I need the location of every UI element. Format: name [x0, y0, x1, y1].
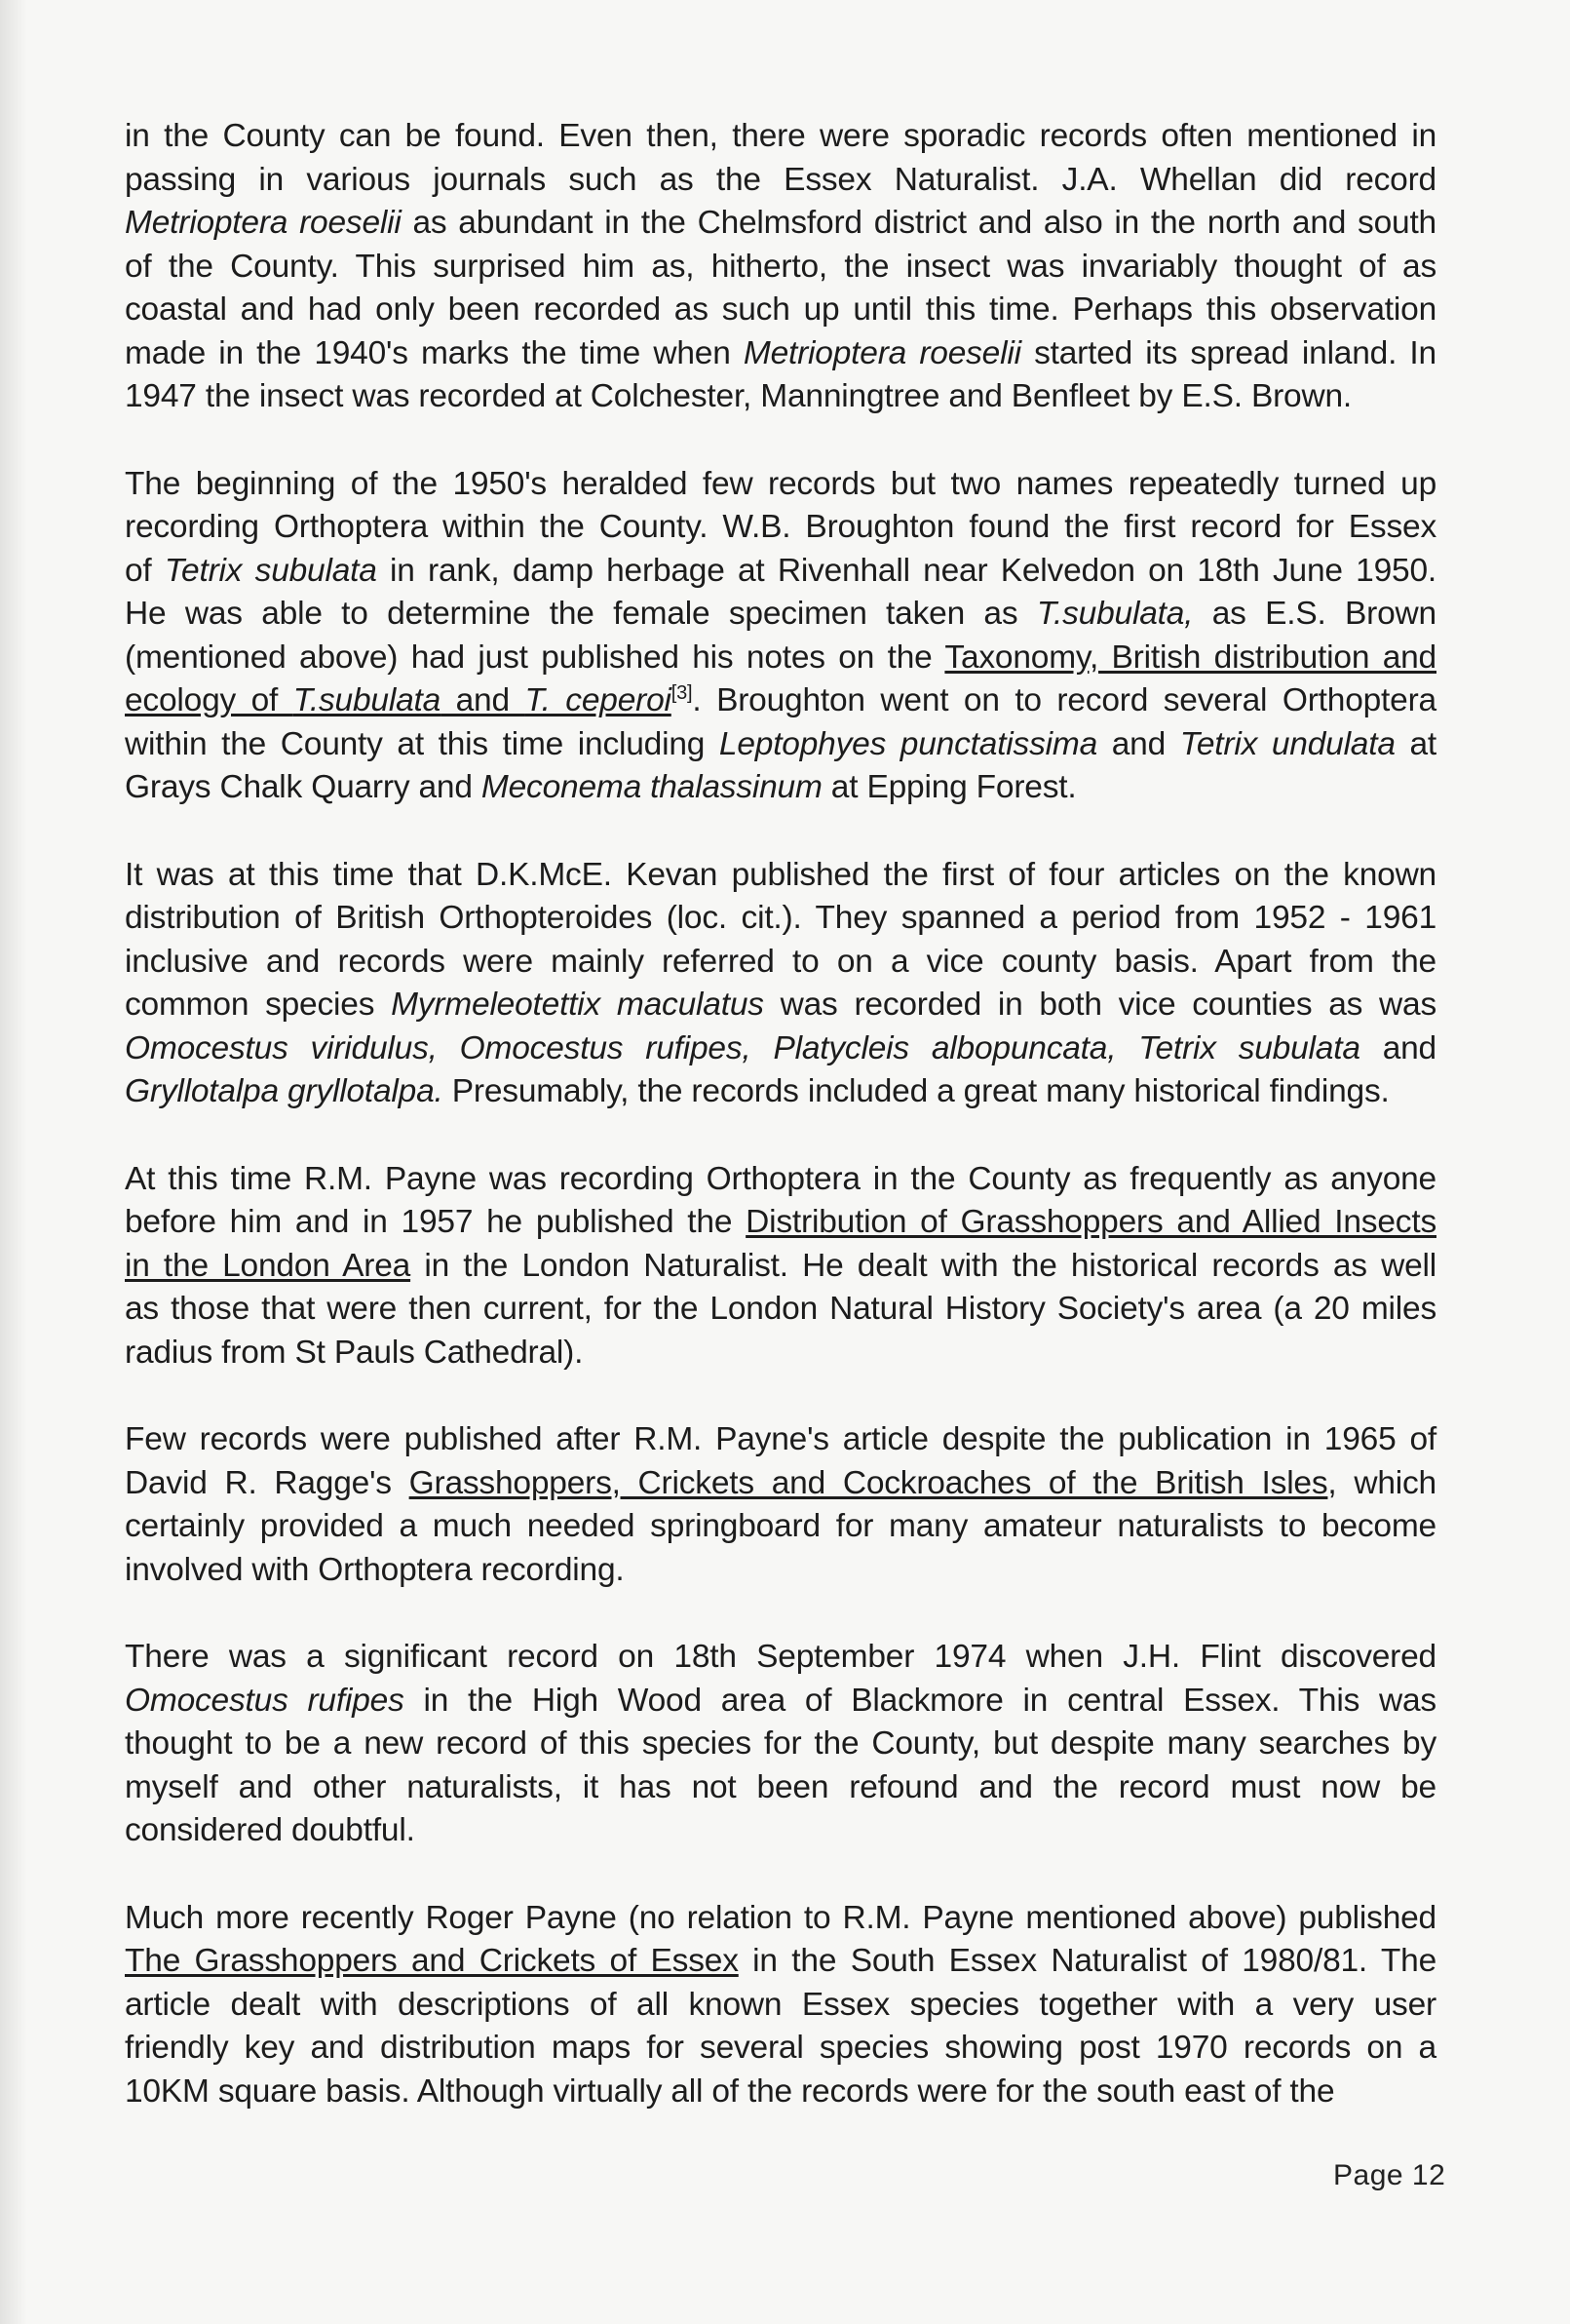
text-run: article dealt with descriptions of all known Essex species together with a very user — [125, 1986, 1436, 2023]
text-line — [125, 115, 1436, 159]
text-run: myself and other naturalists, it has not been refound and the record must now be — [125, 1768, 1436, 1805]
species-name: Tetrix undulata — [1179, 725, 1396, 762]
text-run: It was at this time that D.K.McE. Kevan published the first of four articles on the known — [125, 856, 1436, 893]
text-run: in the London Naturalist. He dealt with the historical records as well — [410, 1247, 1436, 1284]
text-run: coastal and had only been recorded as such up until this time. Perhaps this observation — [125, 291, 1436, 328]
text-line — [125, 1636, 1436, 1680]
text-run: radius from St Pauls Cathedral). — [125, 1334, 584, 1371]
species-name: Metrioptera roeselii — [743, 334, 1021, 371]
paragraph — [125, 115, 1436, 419]
text-run: , which — [1327, 1464, 1436, 1501]
text-line — [125, 854, 1436, 898]
title-reference: T.subulata — [292, 682, 441, 718]
text-run: considered doubtful. — [125, 1812, 415, 1848]
text-run: in the High Wood area of Blackmore in central Essex. This was — [403, 1682, 1436, 1719]
text-run: within the County at this time including — [125, 725, 719, 762]
text-run: as those that were then current, for the London Natural History Society's area (a 20 miles — [125, 1291, 1436, 1327]
text-run: at — [1395, 725, 1436, 762]
text-line — [125, 1245, 1436, 1289]
page-edge-shadow — [0, 0, 27, 2324]
text-line — [125, 1288, 1436, 1332]
species-name: Leptophyes punctatissima — [718, 725, 1098, 762]
text-run: inclusive and records were mainly referred to on a vice county basis. Apart from the — [125, 943, 1436, 980]
text-line — [125, 1158, 1436, 1202]
text-run: certainly provided a much needed springboard for many amateur naturalists to become — [125, 1508, 1436, 1544]
text-run: started its spread inland. In — [1020, 334, 1436, 371]
paragraph — [125, 463, 1436, 810]
paragraph — [125, 1636, 1436, 1853]
text-line — [125, 550, 1436, 594]
text-run: at Epping Forest. — [822, 769, 1077, 805]
text-line — [125, 1680, 1436, 1724]
species-name: Omocestus viridulus, Omocestus rufipes, Platycleis albopuncata, Tetrix subulata — [125, 1029, 1360, 1066]
text-run: distribution of British Orthopteroides (loc. cit.). They spanned a period from 1952 - 1961 — [125, 900, 1436, 936]
text-line — [125, 984, 1436, 1027]
text-run: At this time R.M. Payne was recording Orthoptera in the County as frequently as anyone — [125, 1160, 1436, 1197]
text-line — [125, 2071, 1436, 2114]
page-number: Page 12 — [1333, 2159, 1446, 2191]
text-run: made in the 1940's marks the time when — [125, 334, 744, 371]
text-line — [125, 506, 1436, 550]
text-run: recording Orthoptera within the County. W.B. Broughton found the first record for Essex — [125, 509, 1436, 545]
text-line — [125, 1549, 1436, 1593]
text-run: 10KM square basis. Although virtually all of the records were for the south east of the — [125, 2072, 1335, 2110]
text-line — [125, 1070, 1436, 1114]
text-run: The beginning of the 1950's heralded few records but two names repeatedly turned up — [125, 465, 1436, 502]
text-line — [125, 637, 1436, 680]
text-run: as abundant in the Chelmsford district and also in the north and south — [401, 205, 1436, 241]
text-run: David R. Ragge's — [125, 1464, 409, 1501]
paragraph — [125, 1897, 1436, 2114]
text-line — [125, 1766, 1436, 1810]
text-line — [125, 1809, 1436, 1853]
species-name: Meconema thalassinum — [480, 769, 823, 805]
title-reference: Taxonomy, British distribution and — [944, 639, 1436, 676]
text-run: involved with Orthoptera recording. — [125, 1551, 625, 1588]
text-line — [125, 332, 1436, 376]
text-run: He was able to determine the female specimen taken as — [125, 596, 1037, 632]
text-line — [125, 1462, 1436, 1506]
title-reference: in the London Area — [125, 1247, 411, 1284]
text-run: in the South Essex Naturalist of 1980/81. The — [738, 1943, 1436, 1979]
text-run: Presumably, the records included a great many historical findings. — [442, 1073, 1390, 1109]
text-line — [125, 1505, 1436, 1549]
species-name: Gryllotalpa gryllotalpa. — [125, 1073, 443, 1109]
text-line — [125, 375, 1436, 419]
text-run: thought to be a new record of this species for the County, but despite many searches by — [125, 1725, 1436, 1762]
title-reference: T. ceperoi — [524, 682, 671, 718]
text-line — [125, 202, 1436, 246]
text-line — [125, 679, 1436, 723]
text-run: of — [125, 552, 165, 589]
text-run: before him and in 1957 he published the — [125, 1204, 747, 1240]
text-line — [125, 766, 1436, 810]
text-line — [125, 1418, 1436, 1462]
text-run: in rank, damp herbage at Rivenhall near Kelvedon on 18th June 1950. — [376, 552, 1437, 589]
text-run: was recorded in both vice counties as was — [763, 987, 1436, 1023]
species-name: Metrioptera roeselii — [125, 205, 402, 241]
text-line — [125, 1201, 1436, 1245]
title-reference: and — [440, 682, 525, 718]
body-text — [125, 115, 1436, 2157]
citation-reference: [3] — [670, 681, 693, 704]
text-line — [125, 2027, 1436, 2071]
text-line — [125, 1940, 1436, 1984]
paragraph — [125, 1158, 1436, 1375]
text-run: in the County can be found. Even then, there were sporadic records often mentioned in — [125, 118, 1436, 154]
text-run: (mentioned above) had just published his notes on the — [125, 639, 945, 676]
text-line — [125, 289, 1436, 332]
text-line — [125, 897, 1436, 941]
text-run: of the County. This surprised him as, hitherto, the insect was invariably thought of as — [125, 248, 1436, 285]
title-reference: The Grasshoppers and Crickets of Essex — [125, 1943, 739, 1979]
species-name: Omocestus rufipes — [125, 1682, 404, 1719]
text-line — [125, 1027, 1436, 1071]
text-run: passing in various journals such as the Essex Naturalist. J.A. Whellan did record — [125, 161, 1436, 198]
text-line — [125, 159, 1436, 203]
species-name: Tetrix subulata — [164, 552, 377, 589]
text-run: Much more recently Roger Payne (no relation to R.M. Payne mentioned above) published — [125, 1899, 1436, 1936]
title-reference: ecology of — [125, 682, 293, 718]
text-run: Grays Chalk Quarry and — [125, 769, 481, 805]
text-run: . Broughton went on to record several Orthoptera — [692, 682, 1436, 718]
text-line — [125, 463, 1436, 507]
text-line — [125, 1984, 1436, 2028]
text-line — [125, 723, 1436, 767]
text-run: 1947 the insect was recorded at Colchester, Manningtree and Benfleet by E.S. Brown. — [125, 378, 1353, 414]
text-line — [125, 1723, 1436, 1766]
text-run: and — [1097, 725, 1180, 762]
species-name: Myrmeleotettix maculatus — [391, 987, 764, 1023]
title-reference: Distribution of Grasshoppers and Allied Insects — [746, 1204, 1436, 1240]
title-reference: Grasshoppers, Crickets and Cockroaches of the British Isles — [408, 1464, 1328, 1501]
text-run: common species — [125, 987, 392, 1023]
text-run: There was a significant record on 18th September 1974 when J.H. Flint discovered — [125, 1639, 1436, 1675]
text-line — [125, 941, 1436, 985]
paragraph — [125, 1418, 1436, 1592]
text-line — [125, 1332, 1436, 1375]
text-line — [125, 1897, 1436, 1941]
text-line — [125, 593, 1436, 637]
paragraph — [125, 854, 1436, 1114]
text-run: Few records were published after R.M. Payne's article despite the publication in 1965 of — [125, 1421, 1436, 1457]
species-name: T.subulata, — [1036, 596, 1194, 632]
text-line — [125, 246, 1436, 290]
text-run: friendly key and distribution maps for several species showing post 1970 records on a — [125, 2030, 1436, 2066]
text-run: and — [1359, 1029, 1436, 1066]
text-run: as E.S. Brown — [1193, 596, 1436, 632]
